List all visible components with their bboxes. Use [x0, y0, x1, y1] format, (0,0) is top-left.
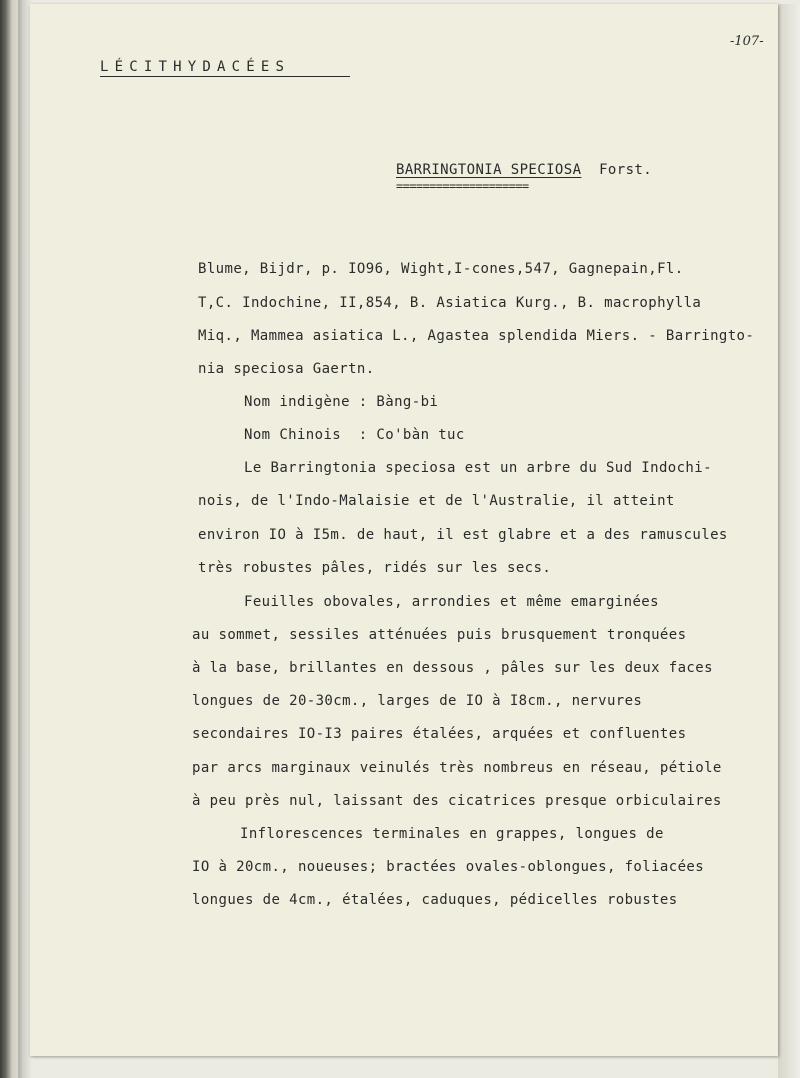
species-author: Forst.: [599, 162, 653, 178]
body-line: T,C. Indochine, II,854, B. Asiatica Kurg., B. macrophylla: [198, 295, 702, 311]
body-line: IO à 20cm., noueuses; bractées ovales-oblongues, foliacées: [192, 859, 705, 875]
body-line: au sommet, sessiles atténuées puis brusquement tronquées: [192, 627, 687, 643]
body-line: longues de 20-30cm., larges de IO à I8cm., nervures: [192, 693, 643, 709]
species-name: BARRINGTONIA SPECIOSA: [396, 162, 582, 178]
body-line: nois, de l'Indo-Malaisie et de l'Australie, il atteint: [198, 493, 675, 509]
sheet-edge: [778, 4, 800, 1078]
family-heading: LÉCITHYDACÉES: [100, 59, 291, 75]
body-line: Feuilles obovales, arrondies et même emarginées: [244, 594, 659, 610]
body-line: Nom Chinois : Co'bàn tuc: [244, 427, 465, 443]
species-title: [396, 163, 652, 177]
body-line: nia speciosa Gaertn.: [198, 361, 375, 377]
species-double-rule: ====================: [396, 179, 529, 193]
body-line: très robustes pâles, ridés sur les secs.: [198, 560, 552, 576]
heading-underline: [100, 76, 350, 77]
body-line: Miq., Mammea asiatica L., Agastea splendida Miers. - Barringto-: [198, 328, 755, 344]
body-line: à la base, brillantes en dessous , pâles sur les deux faces: [192, 660, 713, 676]
body-line: Inflorescences terminales en grappes, longues de: [240, 826, 664, 842]
body-line: par arcs marginaux veinulés très nombreus en réseau, pétiole: [192, 760, 722, 776]
page-number: -107-: [730, 34, 764, 49]
body-line: longues de 4cm., étalées, caduques, pédicelles robustes: [192, 892, 678, 908]
body-line: à peu près nul, laissant des cicatrices presque orbiculaires: [192, 793, 722, 809]
body-line: Blume, Bijdr, p. IO96, Wight,I-cones,547, Gagnepain,Fl.: [198, 261, 684, 277]
body-line: Nom indigène : Bàng-bi: [244, 394, 439, 410]
body-line: Le Barringtonia speciosa est un arbre du Sud Indochi-: [244, 460, 712, 476]
body-line: environ IO à I5m. de haut, il est glabre et a des ramuscules: [198, 527, 728, 543]
body-line: secondaires IO-I3 paires étalées, arquées et confluentes: [192, 726, 687, 742]
